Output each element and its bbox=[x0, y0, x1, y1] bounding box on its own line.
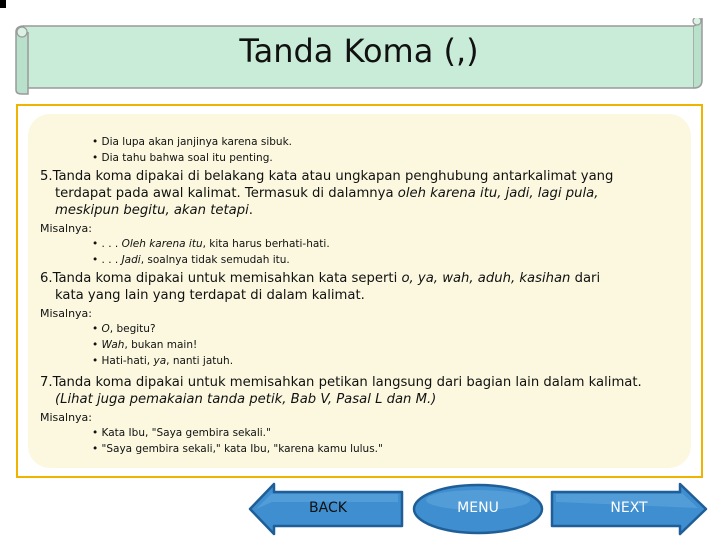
example-item: • . . . Oleh karena itu, kita harus berhati-hati. bbox=[92, 238, 330, 250]
example-label: Misalnya: bbox=[40, 222, 93, 235]
rule-5-italic: oleh karena itu, jadi, lagi pula, bbox=[397, 186, 599, 201]
rule-5-italic: meskipun begitu, akan tetapi bbox=[55, 203, 249, 218]
menu-button-label: MENU bbox=[457, 500, 499, 516]
rule-7 bbox=[40, 374, 690, 408]
rule-6-text: 6.Tanda koma dipakai untuk memisahkan kata seperti bbox=[40, 271, 402, 286]
example-item: • O, begitu? bbox=[92, 323, 156, 335]
rule-5-line bbox=[40, 202, 690, 219]
rule-5-line: 5.Tanda koma dipakai di belakang kata atau ungkapan penghubung antarkalimat yang bbox=[40, 169, 614, 184]
content-body bbox=[40, 134, 690, 457]
rule-6 bbox=[40, 270, 690, 304]
example-item: • . . . Jadi, soalnya tidak semudah itu. bbox=[92, 254, 290, 266]
rule-7-line bbox=[40, 391, 690, 408]
example-item: • Hati-hati, ya, nanti jatuh. bbox=[92, 355, 234, 367]
menu-button[interactable] bbox=[410, 482, 546, 536]
example-label: Misalnya: bbox=[40, 307, 93, 320]
example-item: • "Saya gembira sekali," kata Ibu, "karena kamu lulus." bbox=[92, 443, 383, 455]
rule-5 bbox=[40, 168, 690, 219]
rule-6-line bbox=[40, 271, 600, 286]
corner-mark bbox=[0, 0, 6, 8]
rule-7-italic: (Lihat juga pemakaian tanda petik, Bab V, Pasal L dan M.) bbox=[55, 392, 437, 407]
back-button-label: BACK bbox=[309, 500, 347, 516]
page-title: Tanda Koma (,) bbox=[239, 32, 479, 70]
rule-6-line: kata yang lain yang terdapat di dalam kalimat. bbox=[55, 288, 365, 303]
next-button[interactable] bbox=[548, 482, 710, 536]
rule-5-line bbox=[40, 185, 690, 202]
rule-7-line: 7.Tanda koma dipakai untuk memisahkan petikan langsung dari bagian lain dalam kalimat. bbox=[40, 375, 642, 390]
example-item: • Wah, bukan main! bbox=[92, 339, 198, 351]
title-banner bbox=[14, 18, 704, 96]
back-button[interactable] bbox=[248, 482, 408, 536]
rule-5-text: . bbox=[248, 203, 253, 218]
example-label: Misalnya: bbox=[40, 411, 93, 424]
rule-5-text: terdapat pada awal kalimat. Termasuk di dalamnya bbox=[55, 186, 398, 201]
rule-6-italic: o, ya, wah, aduh, kasihan bbox=[401, 271, 571, 286]
rule-6-text: dari bbox=[570, 271, 601, 286]
intro-bullet: • Dia lupa akan janjinya karena sibuk. bbox=[92, 136, 292, 148]
intro-bullet: • Dia tahu bahwa soal itu penting. bbox=[92, 152, 273, 164]
next-button-label: NEXT bbox=[610, 500, 648, 516]
example-item: • Kata Ibu, "Saya gembira sekali." bbox=[92, 427, 271, 439]
